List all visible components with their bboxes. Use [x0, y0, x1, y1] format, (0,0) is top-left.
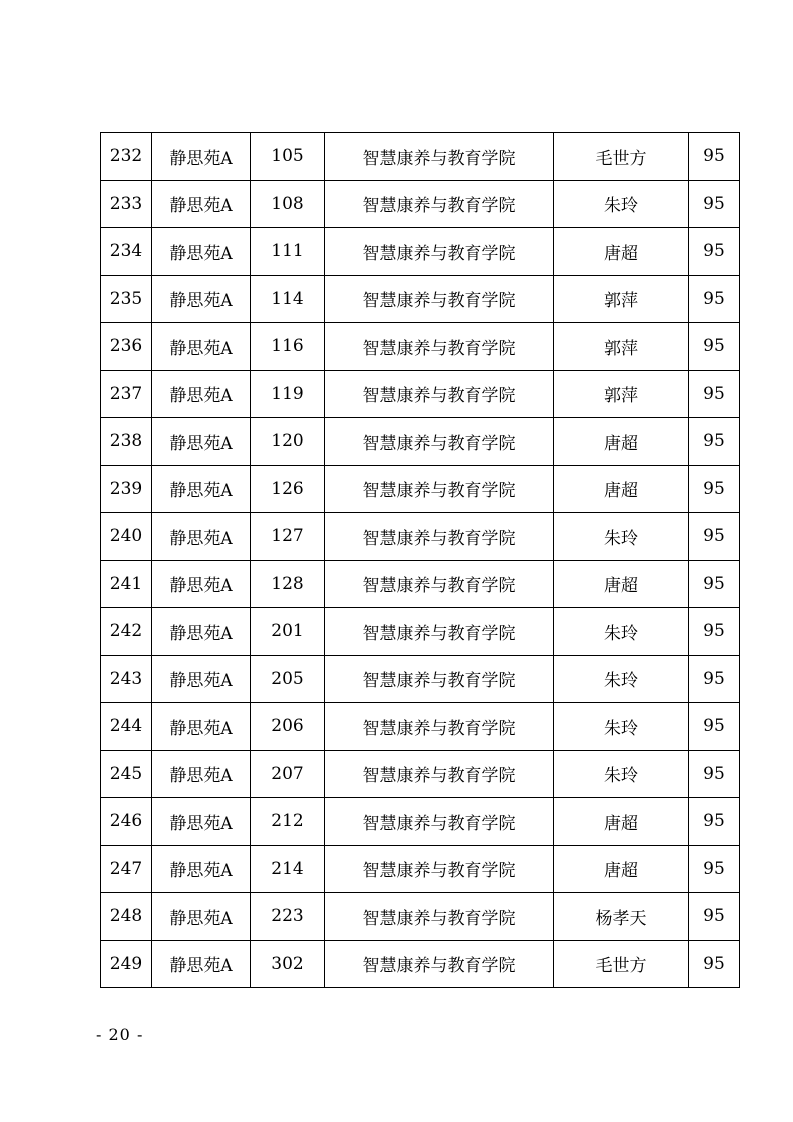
- person-name-cell: 毛世方: [554, 133, 689, 181]
- row-index-cell: 247: [101, 845, 152, 893]
- college-cell: 智慧康养与教育学院: [325, 845, 554, 893]
- room-number-cell: 105: [251, 133, 325, 181]
- row-index-cell: 249: [101, 940, 152, 988]
- building-cell: 静思苑A: [152, 703, 251, 751]
- table-row: [101, 418, 740, 466]
- person-name-cell: 唐超: [554, 798, 689, 846]
- row-index-cell: 245: [101, 750, 152, 798]
- building-cell: 静思苑A: [152, 418, 251, 466]
- person-name-cell: 朱玲: [554, 655, 689, 703]
- score-cell: 95: [689, 845, 740, 893]
- college-cell: 智慧康养与教育学院: [325, 323, 554, 371]
- page-number: - 20 -: [96, 1025, 144, 1044]
- building-cell: 静思苑A: [152, 513, 251, 561]
- row-index-cell: 234: [101, 228, 152, 276]
- table-row: [101, 513, 740, 561]
- building-cell: 静思苑A: [152, 228, 251, 276]
- score-cell: 95: [689, 940, 740, 988]
- building-cell: 静思苑A: [152, 893, 251, 941]
- building-cell: 静思苑A: [152, 275, 251, 323]
- room-number-cell: 126: [251, 465, 325, 513]
- person-name-cell: 郭萍: [554, 323, 689, 371]
- table-row: [101, 655, 740, 703]
- table-row: [101, 228, 740, 276]
- table-row: [101, 798, 740, 846]
- score-cell: 95: [689, 275, 740, 323]
- room-number-cell: 108: [251, 180, 325, 228]
- building-cell: 静思苑A: [152, 180, 251, 228]
- person-name-cell: 郭萍: [554, 275, 689, 323]
- room-number-cell: 127: [251, 513, 325, 561]
- college-cell: 智慧康养与教育学院: [325, 750, 554, 798]
- room-number-cell: 120: [251, 418, 325, 466]
- person-name-cell: 唐超: [554, 418, 689, 466]
- college-cell: 智慧康养与教育学院: [325, 703, 554, 751]
- score-cell: 95: [689, 798, 740, 846]
- room-number-cell: 119: [251, 370, 325, 418]
- score-cell: 95: [689, 750, 740, 798]
- college-cell: 智慧康养与教育学院: [325, 465, 554, 513]
- table-row: [101, 323, 740, 371]
- building-cell: 静思苑A: [152, 940, 251, 988]
- score-cell: 95: [689, 513, 740, 561]
- person-name-cell: 朱玲: [554, 513, 689, 561]
- row-index-cell: 236: [101, 323, 152, 371]
- row-index-cell: 241: [101, 560, 152, 608]
- room-number-cell: 214: [251, 845, 325, 893]
- person-name-cell: 唐超: [554, 228, 689, 276]
- score-cell: 95: [689, 893, 740, 941]
- table-row: [101, 370, 740, 418]
- table-row: [101, 465, 740, 513]
- room-number-cell: 116: [251, 323, 325, 371]
- score-cell: 95: [689, 180, 740, 228]
- college-cell: 智慧康养与教育学院: [325, 940, 554, 988]
- score-cell: 95: [689, 370, 740, 418]
- table-row: [101, 845, 740, 893]
- college-cell: 智慧康养与教育学院: [325, 180, 554, 228]
- room-number-cell: 212: [251, 798, 325, 846]
- person-name-cell: 朱玲: [554, 180, 689, 228]
- college-cell: 智慧康养与教育学院: [325, 608, 554, 656]
- row-index-cell: 237: [101, 370, 152, 418]
- building-cell: 静思苑A: [152, 655, 251, 703]
- table-row: [101, 893, 740, 941]
- score-cell: 95: [689, 228, 740, 276]
- score-cell: 95: [689, 703, 740, 751]
- room-number-cell: 302: [251, 940, 325, 988]
- person-name-cell: 唐超: [554, 465, 689, 513]
- college-cell: 智慧康养与教育学院: [325, 418, 554, 466]
- college-cell: 智慧康养与教育学院: [325, 893, 554, 941]
- row-index-cell: 238: [101, 418, 152, 466]
- score-cell: 95: [689, 133, 740, 181]
- building-cell: 静思苑A: [152, 560, 251, 608]
- college-cell: 智慧康养与教育学院: [325, 655, 554, 703]
- building-cell: 静思苑A: [152, 845, 251, 893]
- table-row: [101, 133, 740, 181]
- table-row: [101, 940, 740, 988]
- college-cell: 智慧康养与教育学院: [325, 560, 554, 608]
- table-row: [101, 560, 740, 608]
- building-cell: 静思苑A: [152, 798, 251, 846]
- person-name-cell: 郭萍: [554, 370, 689, 418]
- room-number-cell: 114: [251, 275, 325, 323]
- row-index-cell: 248: [101, 893, 152, 941]
- row-index-cell: 246: [101, 798, 152, 846]
- person-name-cell: 朱玲: [554, 608, 689, 656]
- row-index-cell: 233: [101, 180, 152, 228]
- row-index-cell: 244: [101, 703, 152, 751]
- row-index-cell: 240: [101, 513, 152, 561]
- row-index-cell: 232: [101, 133, 152, 181]
- table-row: [101, 703, 740, 751]
- room-number-cell: 201: [251, 608, 325, 656]
- person-name-cell: 朱玲: [554, 703, 689, 751]
- college-cell: 智慧康养与教育学院: [325, 798, 554, 846]
- table-row: [101, 608, 740, 656]
- person-name-cell: 杨孝天: [554, 893, 689, 941]
- building-cell: 静思苑A: [152, 323, 251, 371]
- table-row: [101, 275, 740, 323]
- person-name-cell: 唐超: [554, 845, 689, 893]
- row-index-cell: 239: [101, 465, 152, 513]
- table-row: [101, 750, 740, 798]
- dormitory-score-table: [100, 132, 740, 988]
- score-cell: 95: [689, 465, 740, 513]
- score-cell: 95: [689, 655, 740, 703]
- college-cell: 智慧康养与教育学院: [325, 133, 554, 181]
- room-number-cell: 111: [251, 228, 325, 276]
- row-index-cell: 235: [101, 275, 152, 323]
- room-number-cell: 205: [251, 655, 325, 703]
- building-cell: 静思苑A: [152, 133, 251, 181]
- row-index-cell: 242: [101, 608, 152, 656]
- college-cell: 智慧康养与教育学院: [325, 513, 554, 561]
- score-cell: 95: [689, 560, 740, 608]
- person-name-cell: 唐超: [554, 560, 689, 608]
- college-cell: 智慧康养与教育学院: [325, 228, 554, 276]
- building-cell: 静思苑A: [152, 465, 251, 513]
- room-number-cell: 128: [251, 560, 325, 608]
- building-cell: 静思苑A: [152, 370, 251, 418]
- person-name-cell: 朱玲: [554, 750, 689, 798]
- table-body: [101, 133, 740, 988]
- score-cell: 95: [689, 608, 740, 656]
- building-cell: 静思苑A: [152, 750, 251, 798]
- room-number-cell: 207: [251, 750, 325, 798]
- score-cell: 95: [689, 323, 740, 371]
- building-cell: 静思苑A: [152, 608, 251, 656]
- room-number-cell: 206: [251, 703, 325, 751]
- college-cell: 智慧康养与教育学院: [325, 275, 554, 323]
- person-name-cell: 毛世方: [554, 940, 689, 988]
- table-row: [101, 180, 740, 228]
- room-number-cell: 223: [251, 893, 325, 941]
- row-index-cell: 243: [101, 655, 152, 703]
- college-cell: 智慧康养与教育学院: [325, 370, 554, 418]
- score-cell: 95: [689, 418, 740, 466]
